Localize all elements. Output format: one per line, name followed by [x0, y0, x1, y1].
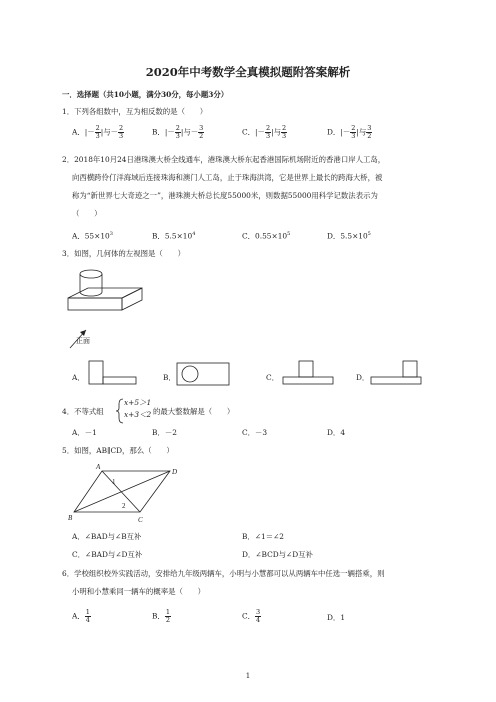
q2-option-b: B．$5.5\times 10^4$ — [152, 231, 196, 241]
label-d: D — [172, 468, 178, 476]
q3-option-b-figure — [176, 362, 231, 386]
q3-option-a-figure — [88, 360, 138, 386]
q3-option-d-figure — [370, 360, 425, 386]
q4-option-d: D．4 — [327, 428, 346, 437]
q3-option-d-label: D． — [356, 373, 370, 382]
q2-option-d: D．$5.5\times 10^5$ — [327, 231, 371, 241]
q5-option-d: D．∠BCD与∠D互补 — [242, 550, 313, 559]
q3-option-c-figure — [282, 360, 337, 386]
q5-option-c: C．∠BAD与∠D互补 — [72, 550, 143, 559]
q5-option-b: B．∠1＝∠2 — [242, 532, 285, 541]
question-2-line-3: 称为“新世界七大奇迹之一”，港珠澳大桥总长度55000米，则数据55000用科学记数法表示为 — [72, 191, 378, 200]
inequality-1: x+5＞1 — [124, 398, 152, 407]
q1-option-c: C．|－ $\frac{2}{3}$ |与 $\frac{2}{3}$ — [242, 124, 287, 140]
label-angle-2: 2 — [122, 502, 126, 510]
question-5-stem: 5．如图，AB∥CD，那么（ ） — [62, 446, 174, 455]
question-6-line-1: 6．学校组织校外实践活动，安排给九年级两辆车，小明与小慧都可以从两辆车中任选一辆搭乘，则 — [62, 569, 385, 578]
section-heading: 一．选择题（共10小题，满分30分，每小题3分） — [62, 90, 229, 99]
q4-option-c: C．－3 — [242, 428, 268, 437]
question-2-line-1: 2．2018年10月24日港珠澳大桥全线通车，港珠澳大桥东起香港国际机场附近的香港口岸人工岛， — [62, 155, 386, 164]
q1-option-b: B．|－ $\frac{2}{3}$ |与－ $\frac{3}{2}$ — [152, 124, 204, 140]
question-4-stem-pre: 4．不等式组 — [62, 407, 104, 416]
q2-option-a: A．$55\times 10^3$ — [72, 231, 113, 241]
q3-option-a-label: A． — [72, 373, 85, 382]
question-1-stem: 1．下列各组数中，互为相反数的是（ ） — [62, 107, 208, 116]
q4-option-a: A．－1 — [72, 428, 97, 437]
parallelogram-diagram — [64, 462, 184, 528]
label-a: A — [96, 463, 101, 471]
page-title: 2020年中考数学全真模拟题附答案解析 — [145, 65, 351, 79]
question-4-stem-post: 的最大整数解是（ ） — [153, 407, 235, 416]
label-angle-1: 1 — [112, 478, 116, 486]
label-b: B — [68, 514, 73, 522]
question-2-line-2: 向西横跨伶仃洋海域后连接珠海和澳门人工岛，止于珠海洪湾，它是世界上最长的跨海大桥，被 — [72, 173, 383, 182]
page-number: 1 — [245, 672, 251, 680]
front-label: 正面 — [76, 337, 90, 345]
q1-option-d: D．|－ $\frac{2}{3}$ |与 $\frac{3}{2}$ — [327, 124, 372, 140]
question-6-line-2: 小明和小慧乘同一辆车的概率是（ ） — [72, 587, 206, 596]
system-brace — [116, 398, 124, 424]
question-2-line-4: （ ） — [72, 209, 102, 218]
q3-option-b-label: B． — [163, 373, 176, 382]
q1-option-a: A．|－ $\frac{2}{3}$ |与－ $\frac{2}{3}$ — [72, 124, 124, 140]
label-c: C — [138, 516, 143, 524]
q6-option-b: B． $\frac{1}{2}$ — [152, 608, 170, 624]
q5-option-a: A．∠BAD与∠B互补 — [72, 532, 142, 541]
q2-option-c: C．$0.55\times 10^5$ — [242, 231, 291, 241]
q4-option-b: B．－2 — [152, 428, 177, 437]
q6-option-d: D．1 — [327, 613, 346, 622]
q6-option-c: C． $\frac{3}{4}$ — [242, 608, 261, 624]
q3-option-c-label: C． — [266, 373, 280, 382]
q6-option-a: A． $\frac{1}{4}$ — [72, 608, 90, 624]
question-3-stem: 3．如图，几何体的左视图是（ ） — [62, 249, 185, 258]
inequality-2: x+3＜2 — [124, 410, 152, 419]
